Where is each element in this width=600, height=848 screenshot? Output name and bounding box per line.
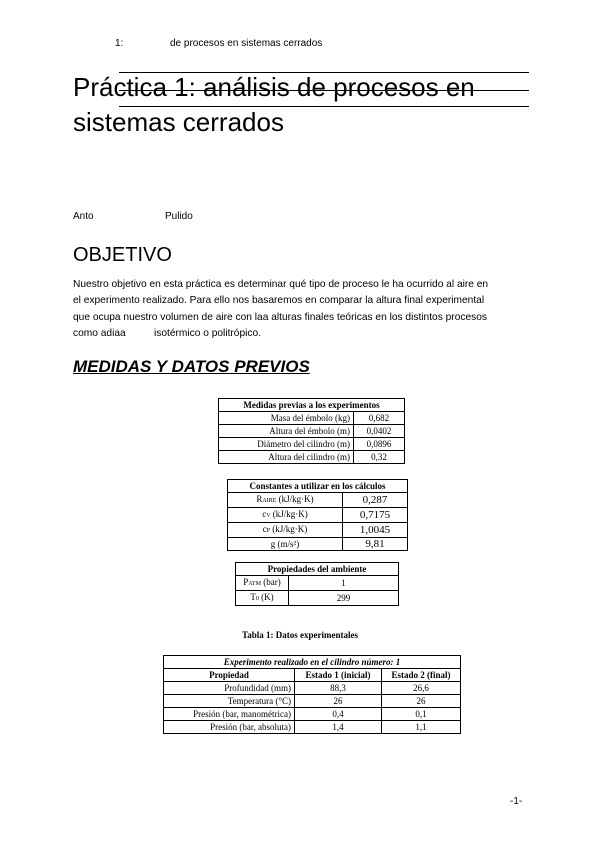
objetivo-line: que ocupa nuestro volumen de aire con laa alturas finales teóricas en los distintos procesos [73,311,487,323]
label-sub: P [266,528,271,534]
row-value-final: 26 [382,695,461,708]
row-value-final: 0,1 [382,708,461,721]
experimento-table [163,655,461,734]
table-row [236,591,399,606]
propiedades-ambiente-table [235,562,399,606]
table-title: Constantes a utilizar en los cálculos [228,480,408,493]
row-label [228,508,343,523]
medidas-heading: MEDIDAS Y DATOS PREVIOS [73,357,310,376]
objetivo-line: el experimento realizado. Para ello nos basaremos en comparar la altura final experimental [73,295,485,307]
table-header-row [164,669,461,682]
label-rest: (kJ/kg·K) [276,494,314,504]
label-rest: (kJ/kg·K) [270,524,308,534]
row-label [236,591,289,606]
row-value: 0,0896 [354,438,405,451]
label-main: c [262,524,267,534]
row-value-final: 1,1 [382,721,461,734]
row-label: Masa del émbolo (kg) [219,412,354,425]
page-title-line-2: sistemas cerrados [73,107,284,137]
row-value: 0,7175 [343,508,408,523]
table-row [219,451,405,464]
label-main: P [243,577,249,587]
label-main: T [250,592,256,602]
table-row [164,682,461,695]
table-caption: Tabla 1: Datos experimentales [242,630,358,640]
objetivo-paragraph [73,277,533,343]
row-label: Diámetro del cilindro (m) [219,438,354,451]
row-label: Altura del émbolo (m) [219,425,354,438]
row-label: Presión (bar, absoluta) [164,721,295,734]
page-title-line-1: Práctica 1: análisis de procesos en [73,72,475,102]
table-row [219,412,405,425]
table-row [228,493,408,508]
label-rest: (kJ/kg·K) [270,509,308,519]
row-value: 0,32 [354,451,405,464]
row-value-inicial: 88,3 [295,682,382,695]
table-row [228,523,408,538]
row-value-inicial: 1,4 [295,721,382,734]
row-value: 1,0045 [343,523,408,538]
table-row [164,721,461,734]
row-value: 0,0402 [354,425,405,438]
column-header: Propiedad [164,669,295,682]
header-title: de procesos en sistemas cerrados [170,38,323,49]
column-header: Estado 2 (final) [382,669,461,682]
row-label: Altura del cilindro (m) [219,451,354,464]
author-first-name: Anto [73,211,94,222]
row-label: Presión (bar, manométrica) [164,708,295,721]
row-label [228,523,343,538]
objetivo-heading: OBJETIVO [73,244,172,266]
constantes-table [227,479,408,551]
table-row [228,508,408,523]
page-number: -1- [510,796,523,807]
header-number: 1: [115,38,124,49]
row-label [228,493,343,508]
table-title: Medidas previas a los experimentos [219,399,405,412]
table-row [219,438,405,451]
label-main: R [256,494,263,504]
label-rest: (bar) [260,577,281,587]
label-sub: V [266,513,271,519]
objetivo-line: Nuestro objetivo en esta práctica es determinar qué tipo de proceso le ha ocurrido al aire en [73,279,489,290]
row-value-final: 26,6 [382,682,461,695]
table-row [164,708,461,721]
label-sub: 0 [255,596,259,602]
table-row [219,425,405,438]
table-title: Experimento realizado en el cilindro número: 1 [164,656,461,669]
label-main: g (m/s²) [270,539,300,549]
row-label [228,538,343,551]
row-value: 0,287 [343,493,408,508]
row-value: 0,682 [354,412,405,425]
table-row [236,576,399,591]
row-label: Profundidad (mm) [164,682,295,695]
objetivo-line: como adiaa isotérmico o politrópico. [73,328,261,340]
table-row [164,695,461,708]
table-title: Propiedades del ambiente [236,563,399,576]
medidas-previas-table [218,398,405,464]
page-title [73,70,543,140]
column-header: Estado 1 (inicial) [295,669,382,682]
row-value: 299 [289,591,399,606]
row-value: 1 [289,576,399,591]
row-value: 9,81 [343,538,408,551]
row-value-inicial: 0,4 [295,708,382,721]
row-label [236,576,289,591]
row-label: Temperatura (°C) [164,695,295,708]
label-sub: ATM [248,581,261,587]
label-sub: AIRE [262,498,277,504]
label-rest: (K) [258,592,274,602]
label-main: c [262,509,267,519]
author-last-name: Pulido [165,211,193,222]
row-value-inicial: 26 [295,695,382,708]
table-row [228,538,408,551]
